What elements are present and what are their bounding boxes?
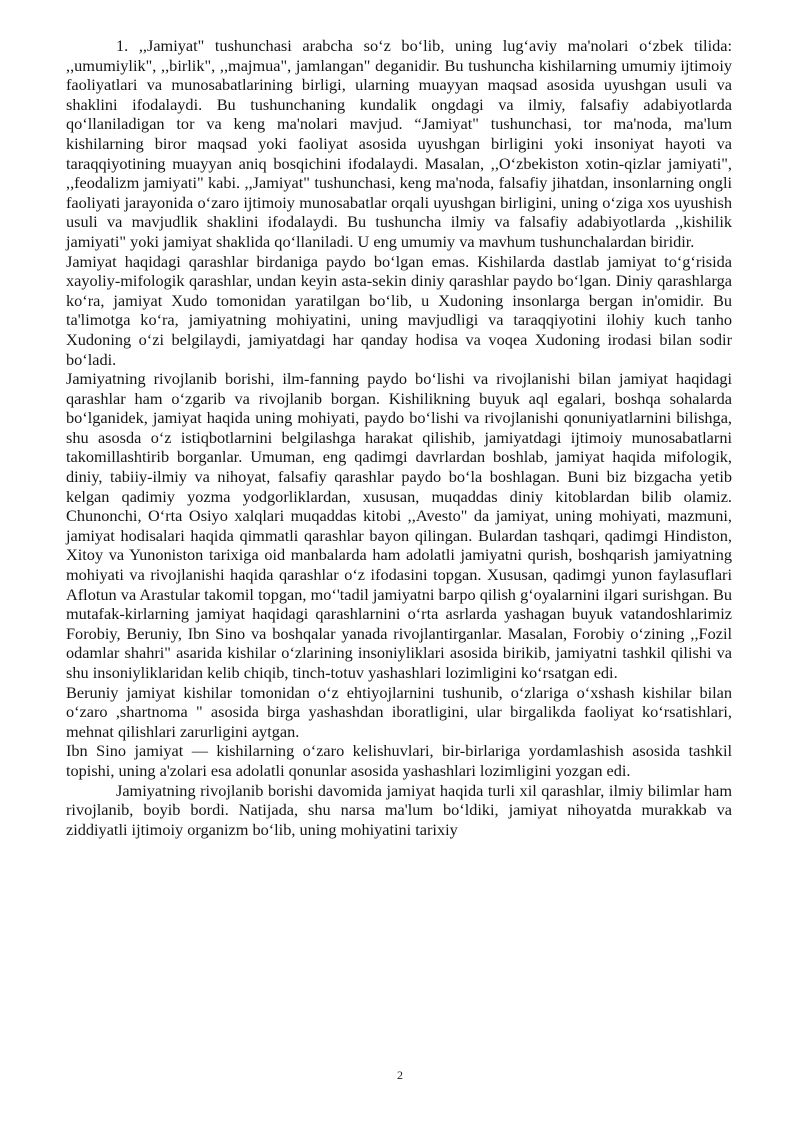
paragraph-6: Jamiyatning rivojlanib borishi davomida jamiyat haqida turli xil qarashlar, ilmiy bilimlar ham rivojlanib, boyib bordi. Natijada, shu narsa ma'lum bo‘ldiki, jamiyat nihoyatda murakkab va ziddiyatli ijtimoiy organizm bo‘lib, uning mohiyatini tarixiy — [66, 780, 732, 839]
paragraph-5: Ibn Sino jamiyat — kishilarning o‘zaro kelishuvlari, bir-birlariga yordamlashish asosida tashkil topishi, uning a'zolari esa adolatli qonunlar asosida yashashlari lozimligini yozgan edi. — [66, 741, 732, 780]
paragraph-2: Jamiyat haqidagi qarashlar birdaniga paydo bo‘lgan emas. Kishilarda dastlab jamiyat to‘g‘risida xayoliy-mifologik qarashlar, undan keyin asta-sekin diniy qarashlar paydo bo‘lgan. Diniy qarashlarga ko‘ra, jamiyat Xudo tomonidan yaratilgan bo‘lib, u Xudoning insonlarga bergan in'omidir. Bu ta'limotga ko‘ra, jamiyatning mohiyatini, uning mavjudligi va taraqqiyotini ilohiy kuch tanho Xudoning o‘zi belgilaydi, jamiyatdagi har qanday hodisa va voqea Xudoning irodasi bilan sodir bo‘ladi. — [66, 251, 732, 369]
page-number: 2 — [397, 1068, 403, 1082]
paragraph-4: Beruniy jamiyat kishilar tomonidan o‘z ehtiyojlarnini tushunib, o‘zlariga o‘xshash kishilar bilan o‘zaro ,shartnoma " asosida birga yashashdan iboratligini, ular birgalikda faoliyat ko‘rsatishlari, mehnat qilishlari zarurligini aytgan. — [66, 682, 732, 741]
document-body — [66, 36, 732, 839]
paragraph-3: Jamiyatning rivojlanib borishi, ilm-fanning paydo bo‘lishi va rivojlanishi bilan jamiyat haqidagi qarashlar ham o‘zgarib va rivojlanib borgan. Kishilikning buyuk aql egalari, boshqa sohalarda bo‘lganidek, jamiyat haqida uning mohiyati, paydo bo‘lishi va rivojlanishi qonuniyatlarnini bilishga, shu asosda o‘z istiqbotlarnini belgilashga harakat qilishib, jamiyatdagi ijtimoiy munosabatlarni takomillashtirib borganlar. Umuman, eng qadimgi davrlardan boshlab, jamiyat haqida mifologik, diniy, tabiiy-ilmiy va nihoyat, falsafiy qarashlar paydo bo‘la boshlagan. Buni biz bizgacha yetib kelgan qadimiy yozma yodgorliklardan, xususan, muqaddas diniy kitoblardan bilib olamiz. Chunonchi, O‘rta Osiyo xalqlari muqaddas kitobi ,,Avesto" da jamiyat, uning mohiyati, mazmuni, jamiyat hodisalari haqida qimmatli qarashlar bayon qilingan. Bulardan tashqari, qadimgi Hindiston, Xitoy va Yunoniston tarixiga oid manbalarda ham adolatli jamiyatni qurish, boshqarish jamiyatning mohiyati va rivojlanishi haqida qarashlar o‘z ifodasini topgan. Xususan, qadimgi yunon faylasuflari Aflotun va Arastular takomil topgan, mo‘'tadil jamiyatni barpo qilish g‘oyalarnini ilgari surishgan. Bu mutafak-kirlarning jamiyat haqidagi qarashlarnini o‘rta asrlarda yashagan buyuk vatandoshlarimiz Forobiy, Beruniy, Ibn Sino va boshqalar yanada rivojlantirganlar. Masalan, Forobiy o‘zining ,,Fozil odamlar shahri" asarida kishilar o‘zlarining insoniyliklari asosida birikib, jamiyatni tashkil qilishi va shu insoniyliklaridan kelib chiqib, tinch-totuv yashashlari lozimligini ko‘rsatgan edi. — [66, 369, 732, 682]
paragraph-1: 1. ,,Jamiyat" tushunchasi arabcha so‘z bo‘lib, uning lug‘aviy ma'nolari o‘zbek tilida: ,,umumiylik", ,,birlik", ,,majmua", jamlangan" deganidir. Bu tushuncha kishilarning umumiy ijtimoiy faoliyatlari va munosabatlarining birligi, ularning muayyan maqsad asosida uyushgan usuli va shaklini ifodalaydi. Bu tushunchaning kundalik ongdagi va ilmiy, falsafiy adabiyotlarda qo‘llaniladigan tor va keng ma'nolari mavjud. “Jamiyat" tushunchasi, tor ma'noda, ma'lum kishilarning biror maqsad yoki faoliyat asosida uyushgan birligini yoki insoniyat hayoti va taraqqiyotining muayyan aniq bosqichini ifodalaydi. Masalan, ,,O‘zbekiston xotin-qizlar jamiyati", ,,feodalizm jamiyati" kabi. ,,Jamiyat" tushunchasi, keng ma'noda, falsafiy jihatdan, insonlarning ongli faoliyati jarayonida o‘zaro ijtimoiy munosabatlar orqali uyushgan birligini, uning o‘ziga xos uyushish usuli va mavjudlik shaklini ifodalaydi. Bu tushuncha ilmiy va falsafiy adabiyotlarda ,,kishilik jamiyati" yoki jamiyat shaklida qo‘llaniladi. U eng umumiy va mavhum tushunchalardan biridir. — [66, 36, 732, 251]
